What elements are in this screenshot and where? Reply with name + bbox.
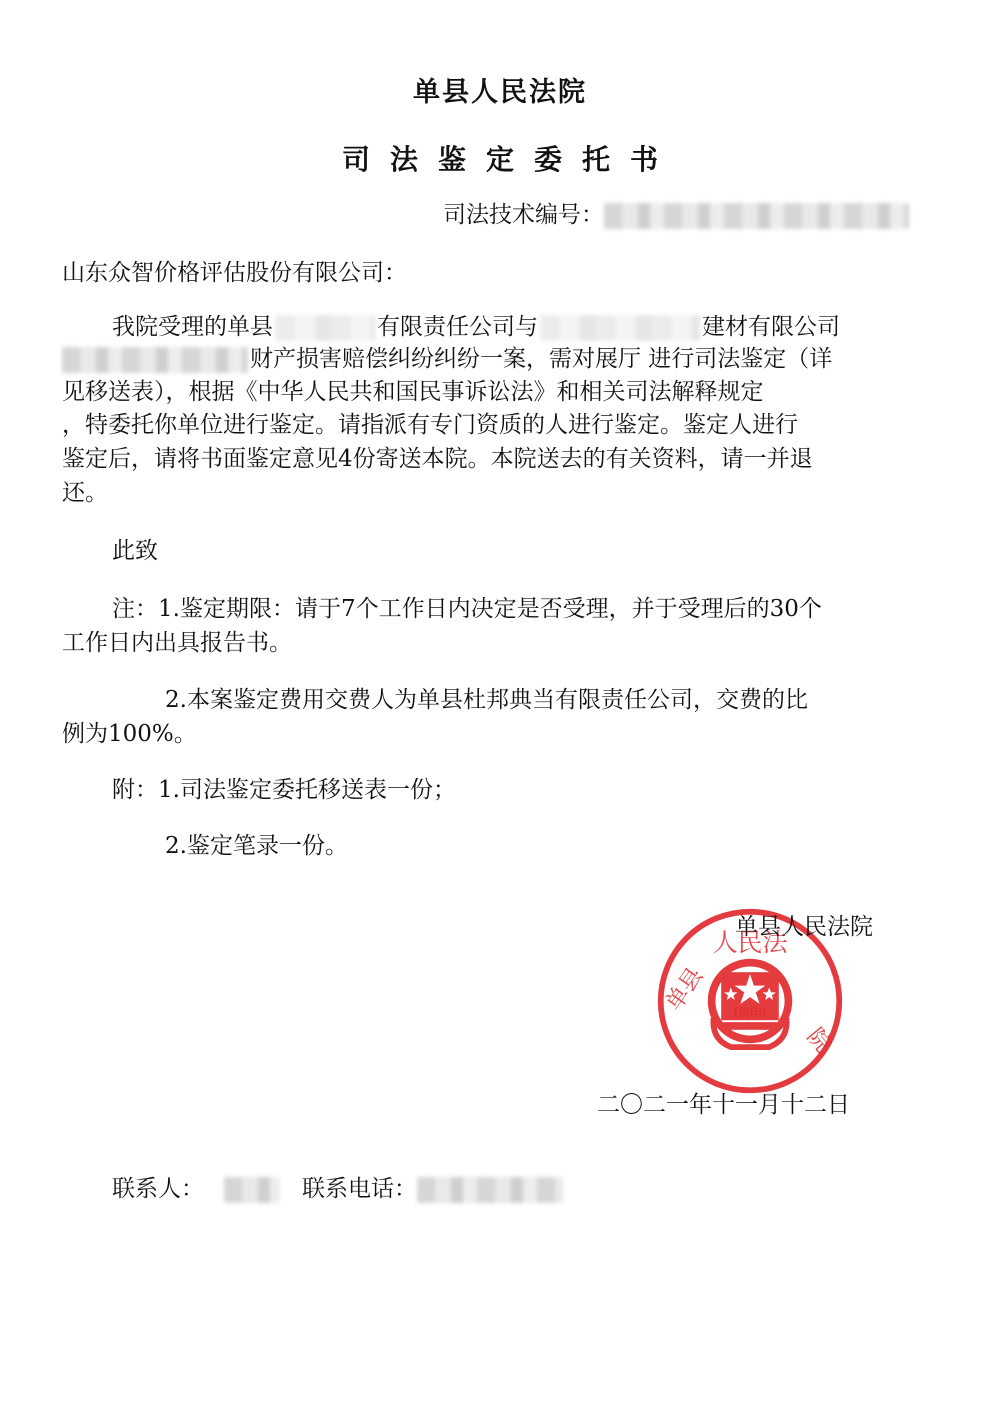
body-line-5: 鉴定后，请将书面鉴定意见4份寄送本院。本院送去的有关资料，请一并退 [62, 446, 813, 472]
note-2-line-2: 例为100%。 [62, 721, 197, 747]
seal-top-text: 人民法 [712, 928, 788, 958]
seal-left-text: 单县 [660, 962, 709, 1016]
court-name-heading: 单县人民法院 [413, 77, 587, 108]
contact-line [112, 1172, 563, 1207]
note-1-line-1: 注：1.鉴定期限：请于7个工作日内决定是否受理，并于受理后的30个 [112, 596, 822, 622]
note-1-line-2: 工作日内出具报告书。 [62, 630, 292, 656]
note-2-line-1: 2.本案鉴定费用交费人为单县杜邦典当有限责任公司，交费的比 [165, 687, 808, 713]
contact-phone-label: 联系电话： [302, 1176, 417, 1202]
redacted-party-a [275, 315, 375, 341]
body-line-3: 见移送表），根据《中华人民共和国民事诉讼法》和相关司法解释规定 [62, 379, 764, 405]
attachment-2: 2.鉴定笔录一份。 [165, 833, 348, 859]
redacted-tech-number [604, 203, 909, 229]
body-text: 财产损害赔偿纠纷纠纷一案，需对展厅 进行司法鉴定（详 [250, 346, 833, 372]
signature-court: 单县人民法院 [735, 914, 873, 940]
redacted-contact-phone [417, 1177, 563, 1203]
salutation: 此致 [112, 538, 158, 564]
tech-number-line [443, 198, 909, 233]
body-line-2 [62, 342, 832, 377]
body-text: 建材有限公司 [702, 314, 840, 340]
redacted-party-b [540, 315, 700, 341]
body-text: 我院受理的单县 [112, 314, 273, 340]
body-line-6: 还。 [62, 480, 108, 506]
body-line-1 [112, 310, 840, 345]
document-title: 司法鉴定委托书 [341, 143, 678, 176]
recipient-line: 山东众智价格评估股份有限公司： [62, 260, 407, 286]
redacted-party-c [62, 347, 248, 373]
signature-date: 二〇二一年十一月十二日 [597, 1092, 850, 1118]
seal-right-text: 院 [801, 1023, 837, 1058]
national-emblem-icon [708, 959, 792, 1047]
contact-person-label: 联系人： [112, 1176, 204, 1202]
body-line-4: ，特委托你单位进行鉴定。请指派有专门资质的人进行鉴定。鉴定人进行 [62, 412, 798, 438]
seal-center-text: (院印) [733, 1005, 767, 1020]
tech-number-label: 司法技术编号： [443, 202, 604, 228]
body-text: 有限责任公司与 [377, 314, 538, 340]
attachment-1: 附：1.司法鉴定委托移送表一份； [112, 777, 456, 803]
redacted-contact-person [224, 1177, 280, 1203]
